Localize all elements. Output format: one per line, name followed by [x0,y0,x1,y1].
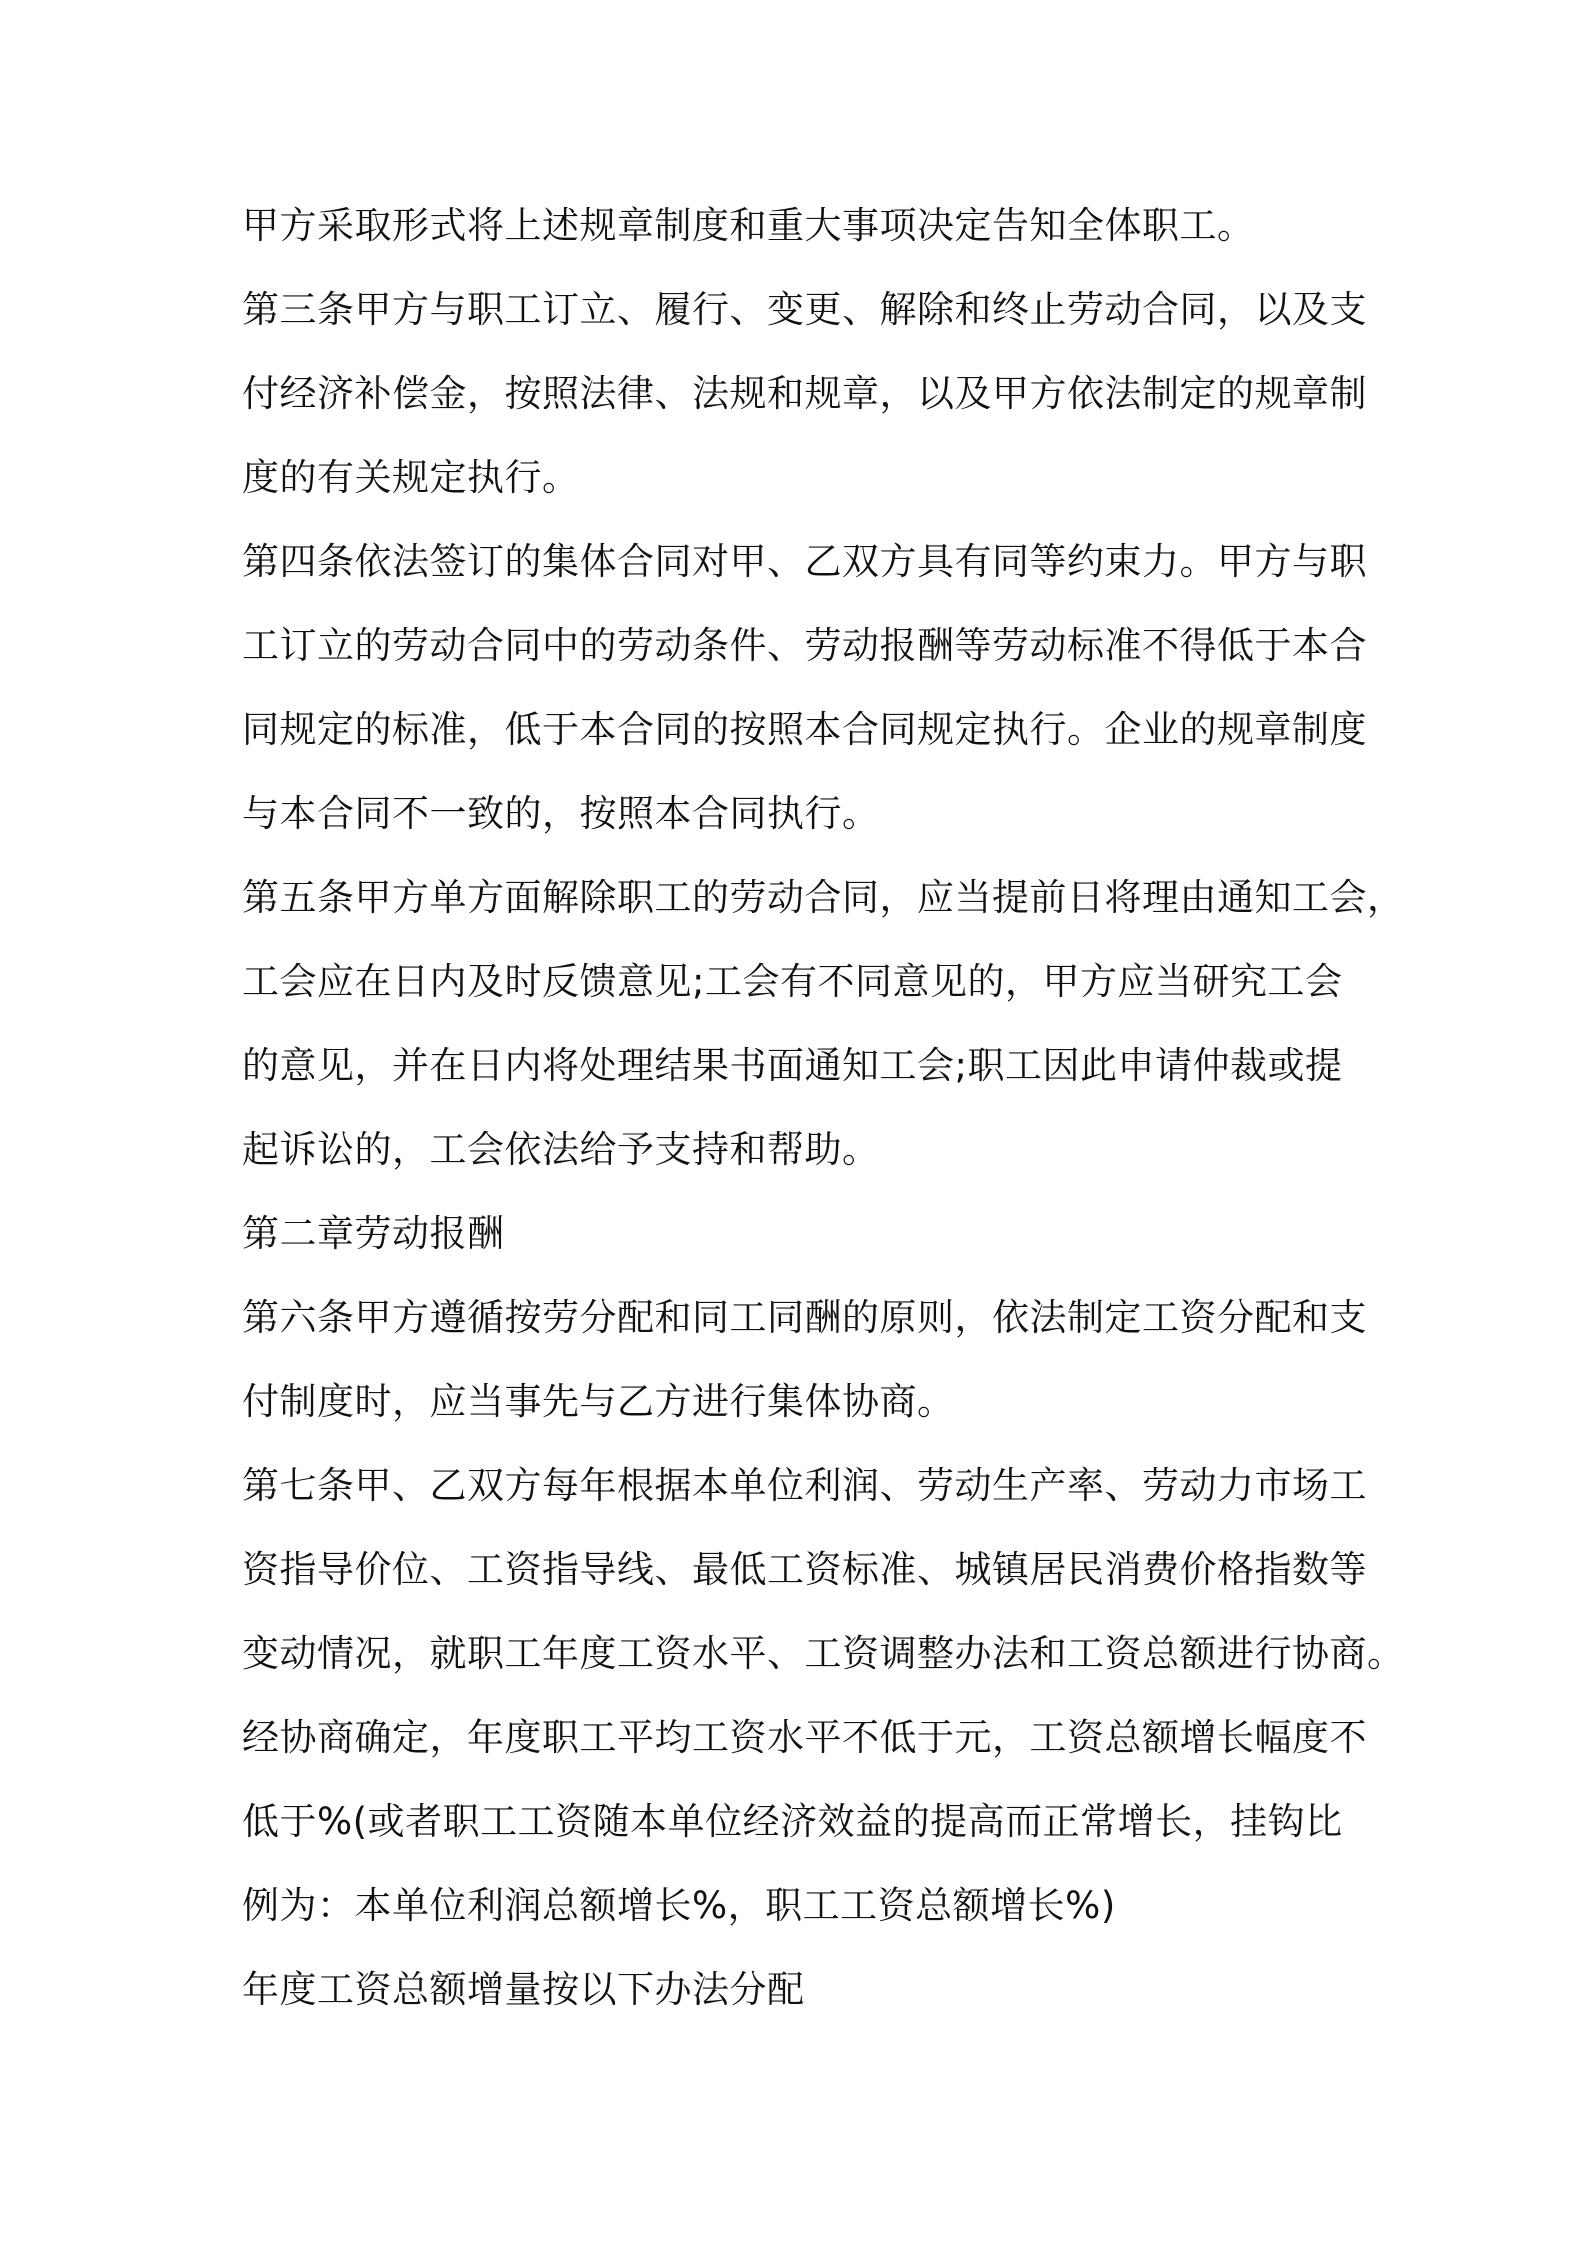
text-line: 起诉讼的，工会依法给予支持和帮助。 [242,1128,880,1171]
text-line: 工会应在日内及时反馈意见;工会有不同意见的，甲方应当研究工会 [242,960,1343,1003]
text-line: 与本合同不一致的，按照本合同执行。 [242,792,880,835]
text-line: 变动情况，就职工年度工资水平、工资调整办法和工资总额进行协商。 [242,1632,1405,1675]
text-line: 工订立的劳动合同中的劳动条件、劳动报酬等劳动标准不得低于本合 [242,624,1367,667]
text-line: 例为：本单位利润总额增长%，职工工资总额增长%) [242,1884,1116,1927]
text-line: 付经济补偿金，按照法律、法规和规章，以及甲方依法制定的规章制 [242,372,1367,415]
text-line: 第四条依法签订的集体合同对甲、乙双方具有同等约束力。甲方与职 [242,540,1367,583]
text-line: 付制度时，应当事先与乙方进行集体协商。 [242,1380,955,1423]
text-line: 度的有关规定执行。 [242,456,580,499]
text-line: 甲方采取形式将上述规章制度和重大事项决定告知全体职工。 [242,204,1255,247]
text-line: 经协商确定，年度职工平均工资水平不低于元，工资总额增长幅度不 [242,1716,1367,1759]
text-line: 资指导价位、工资指导线、最低工资标准、城镇居民消费价格指数等 [242,1548,1367,1591]
text-line: 第五条甲方单方面解除职工的劳动合同，应当提前日将理由通知工会， [242,876,1405,919]
text-line: 第七条甲、乙双方每年根据本单位利润、劳动生产率、劳动力市场工 [242,1464,1367,1507]
text-line: 年度工资总额增量按以下办法分配 [242,1968,805,2011]
text-line: 低于%(或者职工工资随本单位经济效益的提高而正常增长，挂钩比 [242,1800,1343,1843]
chapter-heading: 第二章劳动报酬 [242,1212,505,1255]
text-line: 第三条甲方与职工订立、履行、变更、解除和终止劳动合同，以及支 [242,288,1367,331]
text-line: 第六条甲方遵循按劳分配和同工同酬的原则，依法制定工资分配和支 [242,1296,1367,1339]
text-line: 的意见，并在日内将处理结果书面通知工会;职工因此申请仲裁或提 [242,1044,1343,1087]
text-line: 同规定的标准，低于本合同的按照本合同规定执行。企业的规章制度 [242,708,1367,751]
